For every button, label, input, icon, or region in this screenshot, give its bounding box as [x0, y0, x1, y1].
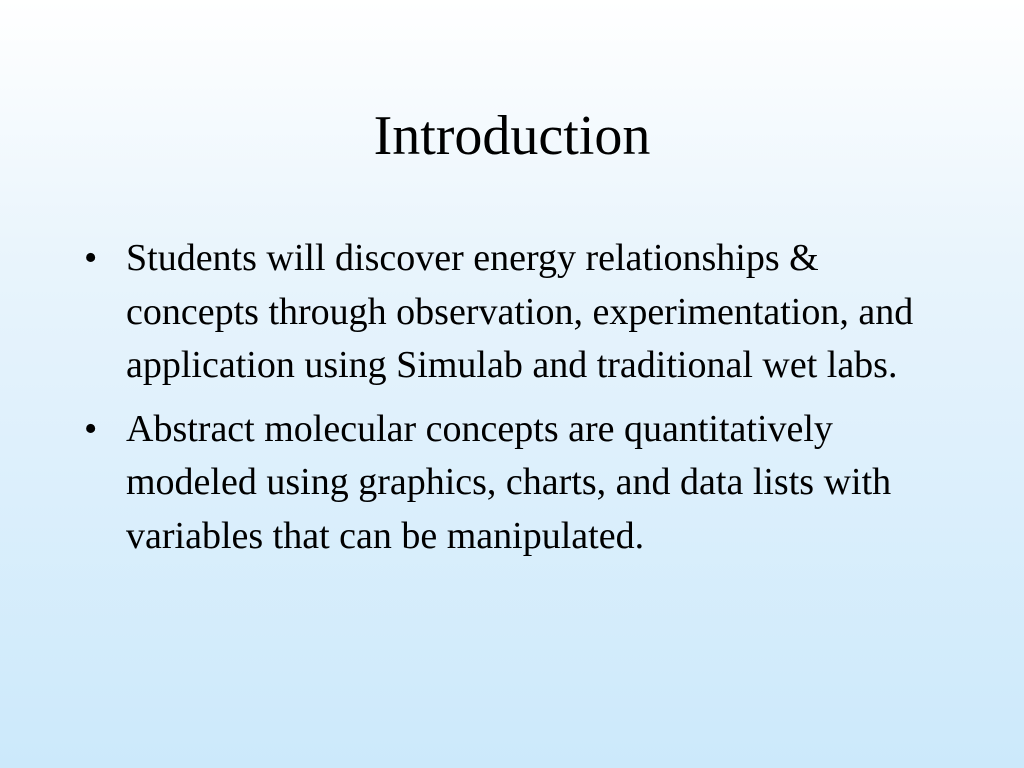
slide-title: Introduction [373, 105, 651, 167]
bullet-item [84, 232, 944, 393]
bullet-marker: • [84, 237, 98, 279]
bullet-marker: • [84, 407, 98, 450]
bullet-text: Students will discover energy relationships & concepts through observation, experimentation, and application using Simulab and traditional wet labs. [126, 237, 914, 386]
bullet-item [84, 403, 944, 564]
bullet-list [84, 232, 944, 573]
bullet-text: Abstract molecular concepts are quantitatively modeled using graphics, charts, and data lists with variables that can be manipulated. [126, 407, 892, 557]
